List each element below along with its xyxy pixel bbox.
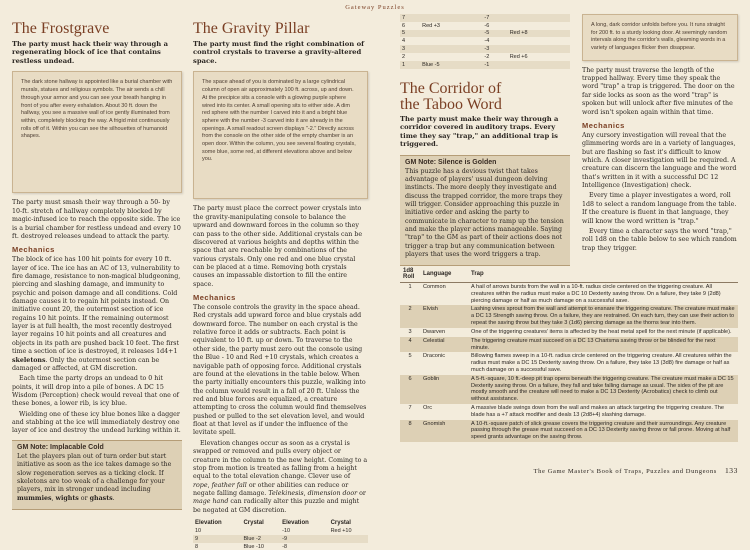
running-header: Gateway Puzzles (345, 4, 405, 11)
gravity-title: The Gravity Pillar (193, 20, 310, 37)
taboo-mechanics-text: Any cursory investigation will reveal that the glimmering words are in a variety of languages, but are flashing so fast it's difficult to know which. A closer investigation will be required. A creature can discern the language and the word that's written in it with a successful DC 12 Intelligence (Investigation) check. (582, 131, 737, 190)
taboo-language-text: Every time a player investigates a word, roll 1d8 to select a random language from the table. If the creature is fluent in that language, they will know the word written is "trap." (582, 192, 737, 225)
taboo-gm-note-title: GM Note: Silence is Golden (405, 158, 497, 166)
gravity-intro: The party must place the correct power crystals into the gravity-manipulating console to balance the upward and downward forces in the column so they can pass to the other side. Additional crystals can be discovered at various heights and depths within the space that are reachable by combinations of the various crystals. Only one red and one blue crystal can be placed at a time. Removing both crystals causes an impassable distortion to fill the entire space. (193, 205, 363, 288)
table-row: 4 Celestial The triggering creature must succeed on a DC 13 Charisma saving throw or be blinded for the next minute. (400, 337, 738, 353)
table-row: 3 Dwarven One of the triggering creatures' items is affected by the heat metal spell for the next minute (if applicable). (408, 328, 732, 335)
table-row: 1 Common A hail of arrows bursts from the wall in a 10-ft. radius circle centered on the triggering creature. All creatures within the radius must make a DC 10 Dexterity saving throw. On a failure, they take 9 (2d8) piercing damage or half as much damage on a successful save. (408, 284, 721, 304)
book-title: The Game Master's Book of Traps, Puzzles and Dungeons (533, 468, 717, 475)
table-row: 4 -4 (402, 38, 490, 45)
frostgrave-title: The Frostgrave (12, 20, 110, 37)
taboo-gm-note (400, 155, 570, 267)
table-row: 10 -10 Red +10 (195, 527, 352, 534)
gravity-elevation-text: Elevation changes occur as soon as a crystal is swapped or removed and pulls every object or creature in the column to the new height. Coming to a stop from motion is treated as falling from a height equal to the total elevation change. Clever use of rope, feather fall or other abilities can reduce or negate falling damage. Telekinesis, dimension door or mage hand can radically alter this puzzle and might be negated at GM discretion. (193, 439, 368, 514)
elevation-table-part1 (193, 519, 368, 550)
table-row: 5 Draconic Billowing flames sweep in a 10-ft. radius circle centered on the triggering creature. All creatures within the radius must make a DC 15 Dexterity saving throw. On a failure, they take 13 (3d8) fire damage or half as much damage on a successful save. (408, 353, 732, 373)
taboo-title: The Corridor of the Taboo Word (400, 79, 502, 113)
crystal-header: Crystal (330, 520, 351, 527)
roll-header: 1d8 Roll (400, 266, 420, 283)
page-number: 133 (724, 466, 738, 475)
frostgrave-lead: The party must hack their way through a regenerating block of ice that contains restless undead. (12, 40, 169, 65)
column-gravity-pillar (193, 20, 368, 550)
trap-table (400, 266, 738, 442)
taboo-lead: The party must make their way through a corridor covered in auditory traps. Every time they say "trap," an additional trap is triggered. (400, 114, 559, 149)
gravity-mechanics-heading: Mechanics (193, 293, 236, 303)
column-frostgrave (12, 20, 182, 514)
table-row: 8 Gnomish A 10-ft.-square patch of slick grease covers the triggering creature and their surroundings. Any creature passing through the grease must succeed on a DC 13 Dexterity saving throw or fall prone. Moving at half speed grants advantage on the saving throw. (400, 420, 738, 442)
page-footer (534, 466, 738, 475)
table-row: 6 Goblin A 5-ft.-square, 10 ft.-deep pit trap opens beneath the triggering creature. The creature must make a DC 15 Dexterity saving throw. On a failure, they fall and take falling damage as usual. The sides of the pit are mostly smooth and the creature will need to make a DC 13 Dexterity (Acrobatics) check to climb out without assistance. (400, 375, 738, 404)
table-row: 9 Blue -2 -9 (193, 535, 368, 543)
table-row: 8 Blue -10 -8 (195, 543, 288, 550)
frostgrave-gm-note-text: Let the players plan out of turn order but start initiative as soon as the ice takes damage so the slow regeneration serves as a ticking clock. If skeletons are too weak of a challenge for your players, mix in stronger undead including mummies, wights or ghasts. (17, 452, 172, 502)
table-row: 2 Elvish Lashing vines sprout from the wall and attempt to ensnare the triggering creature. The creature must make a DC 13 Strength saving throw. On a failure, they are restrained. On each turn, they can use their action to repeat the saving throw but they take 3 (1d6) piercing damage as the thorns tear into them. (400, 305, 738, 327)
frostgrave-gm-note (12, 440, 182, 510)
frostgrave-bones-text: Each time the party drops an undead to 0 hit points, it will drop into a pile of bones. A DC 15 Wisdom (Perception) check would reveal that one of these bones, a lower rib, is icy blue. (12, 375, 179, 408)
gravity-flavor-box: The space ahead of you is dominated by a large cylindrical column of open air approximately 100 ft. across, up and down. At the precipice sits a console with a glowing purple sphere wired into its center. A small opening sits to either side. A dim red sphere with the number I carved into it and a bright blue sphere with the number -3 carved into it are already in the openings. A small readout screen displays "-2." Directly across from the console on the other side of the empty chamber is an open door. Within the column, you see several floating crystals, some blue, some red, at different elevations above and below you. (193, 71, 368, 199)
elevation-header: Elevation (195, 520, 222, 527)
taboo-flavor-box: A long, dark corridor unfolds before you. It runs straight for 200 ft. to a sturdy looking door. At seemingly random intervals along the corridor's walls, gleaming words in a variety of languages flicker then disappear. (582, 14, 738, 61)
taboo-trap-roll-text: Every time a character says the word "trap," roll 1d8 on the table below to see which random trap they trigger. (582, 227, 737, 252)
language-header: Language (420, 266, 468, 283)
taboo-gm-note-text: This puzzle has a devious twist that takes advantage of players' usual dungeon delving instincts. The more deeply they investigate and discuss the trapped corridor, the more traps they will trigger. Consider approaching this puzzle in initiative order and asking the party to communicate in character to ramp up the tension and make the player actions manageable. Saying "trap" to the GM as part of their actions does not trigger a trap but any communication between players that uses the word triggers a trap. (405, 167, 564, 259)
table-row: 5 -5 Red +8 (400, 30, 570, 38)
column-taboo-word-cont (582, 14, 738, 255)
table-row: 6 Red +3 -6 (402, 22, 490, 29)
frostgrave-mechanics-text: The block of ice has 100 hit points for every 10 ft. layer of ice. The ice has an AC of 13, vulnerability to fire damage, resistance to non-magical bludgeoning, piercing and slashing damage, and immunity to psychic and poison damage and all conditions. Cold damage causes it to regain hit points instead. On initiative count 20, the outermost section of ice regains 10 hit points. If the remaining outermost layer is at full health, the most recently destroyed layer regains 10 hit points and all creatures and objects in its path are pushed back 10 feet. The first time a section of ice is destroyed, it releases 1d4+1 skeletons. Only the outermost section can be damaged or affected, at GM discretion. (12, 256, 181, 372)
taboo-mechanics-heading: Mechanics (582, 120, 625, 130)
trap-table-container (400, 266, 738, 442)
gravity-lead: The party must find the right combination of control crystals to traverse a gravity-altered space. (193, 40, 365, 65)
table-row: 1 Blue -5 -1 (400, 61, 570, 69)
taboo-intro: The party must traverse the length of the trapped hallway. Every time they speak the word "trap" a trap is triggered. The door on the far side locks as soon as the word "trap" is spoken but will unlock after five minutes of the word isn't spoken again within that time. (582, 66, 735, 116)
frostgrave-dagger-text: Wielding one of these icy blue bones like a dagger and stabbing at the ice will immediately destroy one layer of ice and destroy the undead lurking within it. (12, 410, 181, 435)
frostgrave-mechanics-heading: Mechanics (12, 245, 55, 255)
gravity-mechanics-text: The console controls the gravity in the space ahead. Red crystals add upward force and blue crystals add downward force. The number on each crystal is the relative force it adds or subtracts. Each point is equivalent to 10 ft. up or down. To traverse to the other side, the party must zero out the console using the Blue - 10 and Red +10 crystals, which creates a navigable path of opposing force. Additional crystals are found at the elevations in the table below. When the party initially encounters this puzzle, walking into the column would result in a fall of 20 ft. Unless the red and blue forces are equalized, a creature attempting to cross the column would find themselves pushed or pulled to the set elevation level, and would float at that level as if under the influence of the levitate spell. (193, 304, 367, 437)
table-row: 7 Orc A massive blade swings down from the wall and makes an attack targeting the triggering creature. The blade has a +7 attack modifier and deals 13 (2d8+4) slashing damage. (408, 405, 724, 418)
table-row: 2 -2 Red +6 (402, 53, 528, 60)
frostgrave-intro: The party must smash their way through a 50- by 10-ft. stretch of hallway completely blocked by magic-infused ice to reach the opposite side. The ice is a burial chamber for restless undead and every 10 ft. destroyed releases undead to attack the party. (12, 199, 181, 240)
elevation-table-part2 (400, 14, 570, 69)
frostgrave-gm-note-title: GM Note: Implacable Cold (17, 443, 104, 451)
table-row: 3 -3 (400, 45, 570, 53)
elevation-header: Elevation (282, 520, 309, 527)
frostgrave-flavor-box: The dark stone hallway is appointed like a burial chamber with murals, statues and religious symbols. The air sends a chill through your armor and you can see your breath hanging in front of you after every exhalation. About 30 ft. down the hallway, you see a massive wall of ice gently illuminated from within, completely blocking the way. A frigid mist continuously rolls off of it. Within you can see the silhouettes of humanoid shapes. (12, 71, 182, 193)
table-row: 7 -7 (400, 14, 570, 22)
column-taboo-word (400, 14, 570, 270)
trap-header: Trap (468, 266, 738, 283)
crystal-header: Crystal (243, 520, 264, 527)
